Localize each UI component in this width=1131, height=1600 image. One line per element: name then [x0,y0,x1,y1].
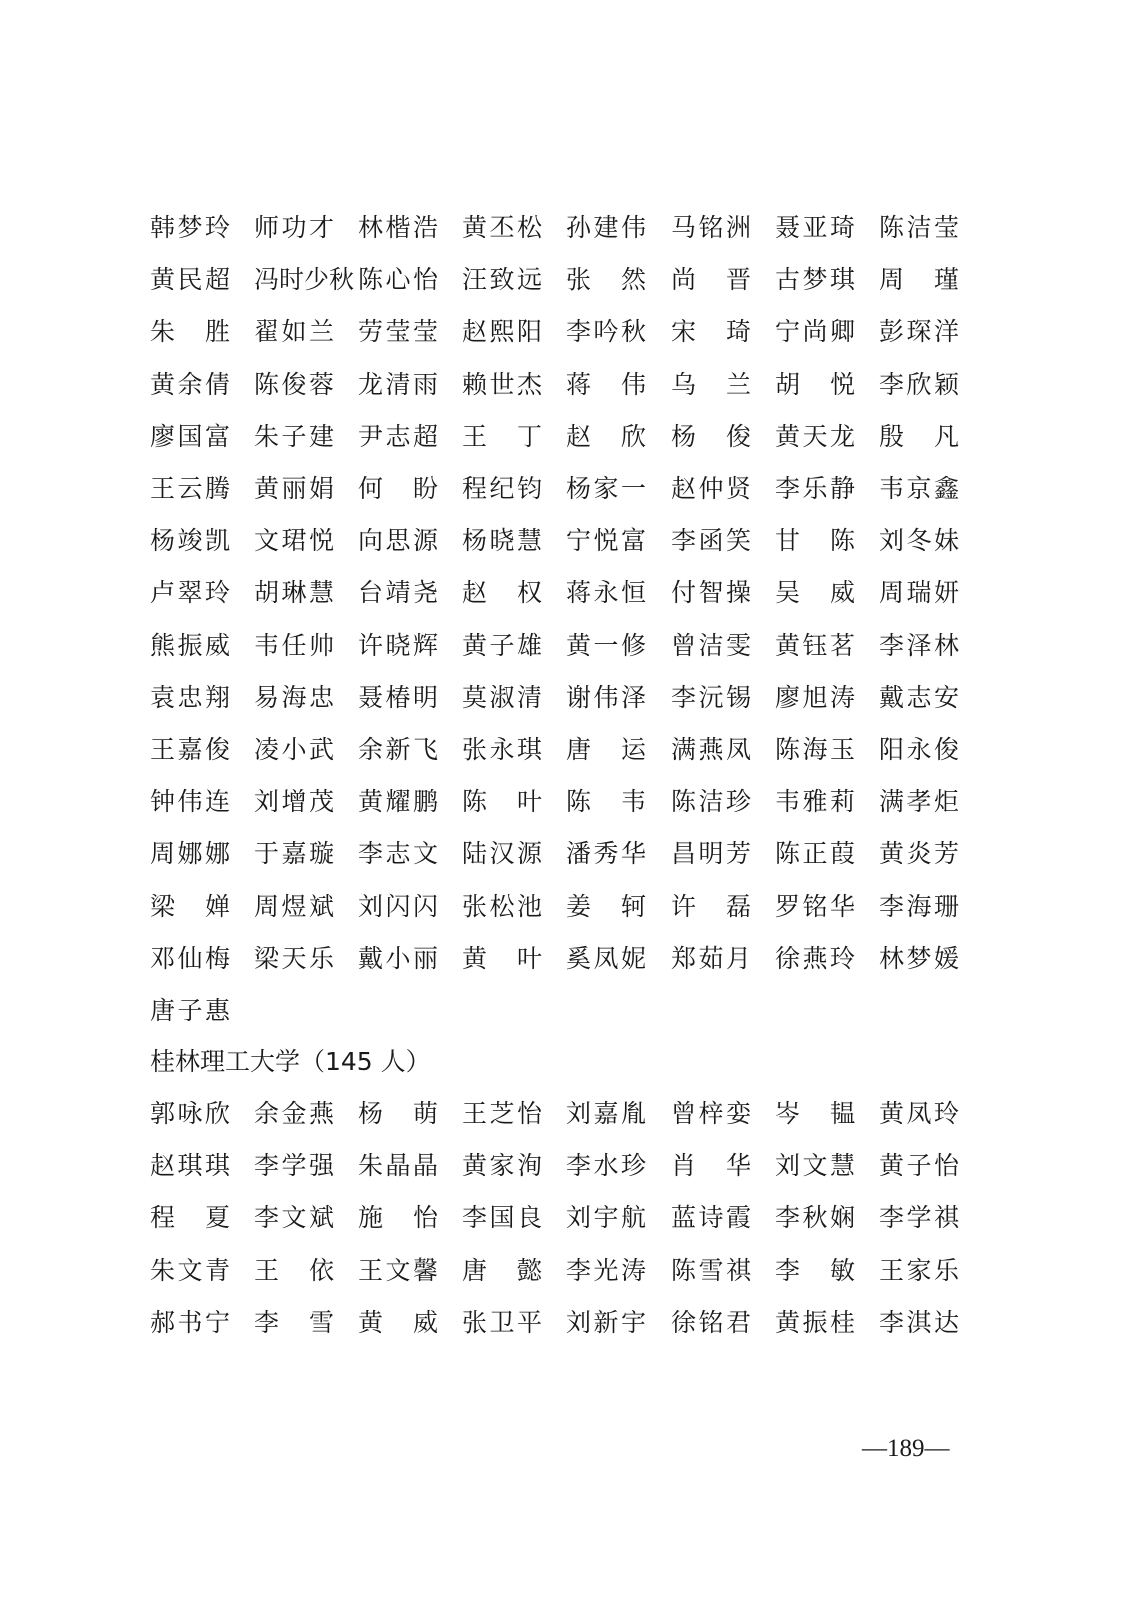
person-name: 余金燕 [254,1099,334,1128]
section-heading-guilin-tech: 桂林理工大学（145 人） [150,1047,431,1076]
person-name: 赵 权 [462,578,542,608]
person-name: 蓝诗霞 [671,1203,751,1233]
person-name: 林楷浩 [358,213,438,242]
person-name: 黄余倩 [150,369,230,399]
person-name: 李光涛 [566,1255,646,1285]
person-name: 李海珊 [879,891,959,921]
person-name: 周瑞妍 [879,578,959,608]
name-row [150,469,970,509]
person-name: 乌 兰 [671,369,751,399]
person-name: 黄钰茗 [775,630,855,660]
person-name: 廖国富 [150,421,230,451]
person-name: 李文斌 [254,1203,334,1233]
person-name: 周 瑾 [879,265,959,295]
person-name: 袁忠翔 [150,682,230,712]
person-name: 刘嘉胤 [566,1099,646,1128]
person-name: 台靖尧 [358,578,438,608]
person-name: 胡 悦 [775,369,855,399]
person-name: 王嘉俊 [150,735,230,764]
person-name: 梁天乐 [254,943,334,973]
name-row [150,365,970,405]
name-row [150,312,970,352]
person-name: 刘冬妹 [879,526,959,556]
person-name: 宁悦富 [566,526,646,556]
person-name: 戴志安 [879,682,959,712]
person-name: 张永琪 [462,735,542,764]
person-name: 刘文慧 [775,1151,855,1181]
person-name: 唐 懿 [462,1255,542,1285]
person-name: 陈心怡 [358,265,438,295]
person-name: 朱文青 [150,1255,230,1285]
person-name: 陈洁莹 [879,213,959,242]
person-name: 黄 叶 [462,943,542,973]
person-name: 黄民超 [150,265,230,295]
person-name: 尚 晋 [671,265,751,295]
person-name: 劳莹莹 [358,317,438,347]
person-name: 黄炎芳 [879,839,959,869]
person-name: 李 雪 [254,1307,334,1337]
name-row [150,834,970,874]
person-name: 王家乐 [879,1255,959,1285]
person-name: 韦京鑫 [879,474,959,503]
person-name: 程 夏 [150,1203,230,1233]
person-name: 李泽林 [879,630,959,660]
person-name: 翟如兰 [254,317,334,347]
person-name: 陈正葭 [775,839,855,869]
name-row [150,1251,970,1291]
name-row [150,626,970,666]
person-name: 唐子惠 [150,996,230,1025]
person-name: 黄丕松 [462,213,542,242]
person-name: 岑 韫 [775,1099,855,1128]
person-name: 戴小丽 [358,943,438,973]
person-name: 郭咏欣 [150,1099,230,1128]
person-name: 宋 琦 [671,317,751,347]
person-name: 朱晶晶 [358,1151,438,1181]
name-row [150,521,970,561]
person-name: 聂椿明 [358,682,438,712]
person-name: 刘闪闪 [358,891,438,921]
person-name: 李水珍 [566,1151,646,1181]
person-name: 李沅锡 [671,682,751,712]
person-name: 满孝炬 [879,787,959,817]
person-name: 朱 胜 [150,317,230,347]
name-row [150,782,970,822]
person-name: 冯时少秋 [254,265,355,295]
person-name: 马铭洲 [671,213,751,242]
person-name: 赵琪琪 [150,1151,230,1181]
person-name: 许 磊 [671,891,751,921]
person-name: 黄 威 [358,1307,438,1337]
person-name: 黄丽娟 [254,474,334,503]
person-name: 刘新宇 [566,1307,646,1337]
person-name: 刘增茂 [254,787,334,817]
person-name: 王文馨 [358,1255,438,1285]
person-name: 王 依 [254,1255,334,1285]
person-name: 赵 欣 [566,421,646,451]
person-name: 徐铭君 [671,1307,751,1337]
name-row [150,678,970,718]
person-name: 胡琳慧 [254,578,334,608]
name-row [150,939,970,979]
person-name: 姜 轲 [566,891,646,921]
person-name: 黄一修 [566,630,646,660]
person-name: 王芝怡 [462,1099,542,1128]
person-name: 黄振桂 [775,1307,855,1337]
person-name: 程纪钧 [462,474,542,503]
person-name: 文珺悦 [254,526,334,556]
person-name: 于嘉璇 [254,839,334,869]
person-name: 陆汉源 [462,839,542,869]
name-row [150,1198,970,1238]
person-name: 汪致远 [462,265,542,295]
person-name: 赵仲贤 [671,474,751,503]
person-name: 杨家一 [566,474,646,503]
person-name: 何 盼 [358,474,438,503]
person-name: 韦任帅 [254,630,334,660]
person-name: 黄家洵 [462,1151,542,1181]
person-name: 曾梓娈 [671,1099,751,1128]
person-name: 邓仙梅 [150,943,230,973]
person-name: 杨晓慧 [462,526,542,556]
person-name: 张 然 [566,265,646,295]
person-name: 昌明芳 [671,839,751,869]
person-name: 张松池 [462,891,542,921]
person-name: 郝书宁 [150,1307,230,1337]
person-name: 易海忠 [254,682,334,712]
person-name: 钟伟连 [150,787,230,817]
person-name: 卢翠玲 [150,578,230,608]
person-name: 黄凤玲 [879,1099,959,1128]
person-name: 林梦媛 [879,943,959,973]
person-name: 李志文 [358,839,438,869]
person-name: 蒋 伟 [566,369,646,399]
name-row [150,1303,970,1343]
name-row [150,1146,970,1186]
person-name: 陈 叶 [462,787,542,817]
person-name: 奚凤妮 [566,943,646,973]
person-name: 廖旭涛 [775,682,855,712]
person-name: 余新飞 [358,735,438,764]
name-row [150,730,970,770]
person-name: 李欣颖 [879,369,959,399]
person-name: 蒋永恒 [566,578,646,608]
name-row [150,260,970,300]
person-name: 黄耀鹏 [358,787,438,817]
person-name: 付智操 [671,578,751,608]
person-name: 李 敏 [775,1255,855,1285]
person-name: 周煜斌 [254,891,334,921]
person-name: 曾洁雯 [671,630,751,660]
person-name: 张卫平 [462,1307,542,1337]
person-name: 宁尚卿 [775,317,855,347]
name-row [150,991,970,1031]
person-name: 龙清雨 [358,369,438,399]
person-name: 郑茹月 [671,943,751,973]
person-name: 黄子雄 [462,630,542,660]
person-name: 聂亚琦 [775,213,855,242]
person-name: 杨 萌 [358,1099,438,1128]
person-name: 李乐静 [775,474,855,503]
person-name: 陈雪祺 [671,1255,751,1285]
person-name: 黄子怡 [879,1151,959,1181]
person-name: 梁 婵 [150,891,230,921]
person-name: 吴 威 [775,578,855,608]
person-name: 赖世杰 [462,369,542,399]
person-name: 殷 凡 [879,421,959,451]
person-name: 杨 俊 [671,421,751,451]
person-name: 朱子建 [254,421,334,451]
person-name: 谢伟泽 [566,682,646,712]
person-name: 李秋娴 [775,1203,855,1233]
name-row [150,573,970,613]
person-name: 唐 运 [566,735,646,764]
person-name: 王 丁 [462,421,542,451]
person-name: 李淇达 [879,1307,959,1337]
person-name: 韩梦玲 [150,213,230,242]
person-name: 周娜娜 [150,839,230,869]
person-name: 莫淑清 [462,682,542,712]
person-name: 古梦琪 [775,265,855,295]
person-name: 陈 韦 [566,787,646,817]
person-name: 韦雅莉 [775,787,855,817]
person-name: 陈俊蓉 [254,369,334,399]
person-name: 王云腾 [150,474,230,503]
person-name: 熊振威 [150,630,230,660]
person-name: 肖 华 [671,1151,751,1181]
person-name: 徐燕玲 [775,943,855,973]
person-name: 黄天龙 [775,421,855,451]
person-name: 陈洁珍 [671,787,751,817]
person-name: 甘 陈 [775,526,855,556]
person-name: 向思源 [358,526,438,556]
person-name: 赵熙阳 [462,317,542,347]
person-name: 李函笑 [671,526,751,556]
person-name: 罗铭华 [775,891,855,921]
person-name: 刘宇航 [566,1203,646,1233]
person-name: 彭琛洋 [879,317,959,347]
person-name: 潘秀华 [566,839,646,869]
person-name: 阳永俊 [879,735,959,764]
person-name: 许晓辉 [358,630,438,660]
name-row [150,417,970,457]
person-name: 李学强 [254,1151,334,1181]
page-number: —189— [862,1435,950,1462]
person-name: 凌小武 [254,735,334,764]
name-row [150,887,970,927]
person-name: 施 怡 [358,1203,438,1233]
person-name: 满燕凤 [671,735,751,764]
person-name: 尹志超 [358,421,438,451]
person-name: 李国良 [462,1203,542,1233]
name-row [150,1094,970,1134]
name-row [150,208,970,248]
person-name: 杨竣凯 [150,526,230,556]
person-name: 孙建伟 [566,213,646,242]
person-name: 李吟秋 [566,317,646,347]
person-name: 陈海玉 [775,735,855,764]
person-name: 李学祺 [879,1203,959,1233]
person-name: 师功才 [254,213,334,242]
